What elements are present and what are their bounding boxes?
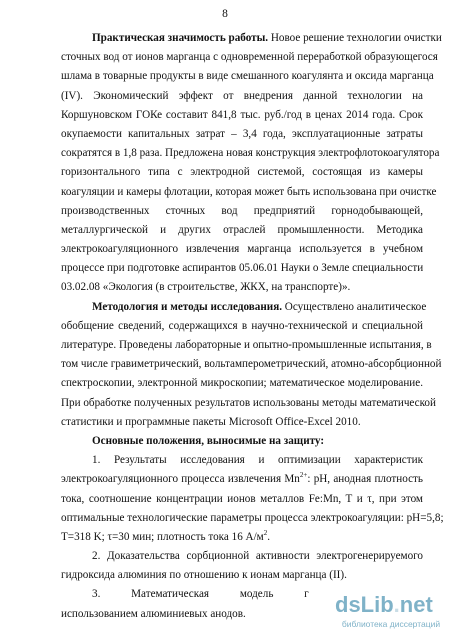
watermark-logo: dsLib.net [335, 592, 433, 617]
list-item-line: использованием алюминиевых анодов. [61, 607, 246, 620]
paragraph-line: Методология и методы исследования. Осуществлено аналитическое [92, 300, 427, 313]
paragraph-line: окупаемости капитальных затрат – 3,4 года, эксплуатационные затраты [61, 127, 423, 140]
paragraph-line: том числе гравиметрический, вольтамперометрический, атомно-абсорбционной [61, 358, 442, 371]
section-heading: Основные положения, выносимые на защиту: [92, 434, 325, 447]
paragraph-line: спектроскопии, электронной микроскопии; математическое моделирование. [61, 377, 423, 390]
paragraph-line: процессе при подготовке аспирантов 05.06.01 Науки о Земле специальности [61, 262, 424, 275]
list-item-line: электрокоагуляционного процесса извлечения $Mn^{2+}$: pH, анодная плотность [61, 471, 423, 486]
paragraph-line: 03.02.08 «Экология (в строительстве, ЖКХ, на транспорте)». [61, 281, 351, 294]
paragraph-line: При обработке полученных результатов использованы методы математической [61, 396, 436, 409]
list-item-line: 3. Математическая модель г [92, 588, 309, 601]
paragraph-line: металлургической и других отраслей промышленности. Методика [61, 223, 423, 236]
paragraph-line: горизонтального типа с электродной системой, состоящая из камеры [61, 166, 423, 179]
paragraph-line: шлама в товарные продукты в виде смешанного коагулянта и оксида марганца [61, 70, 434, 83]
paragraph-line: статистики и программные пакеты Microsoft Office-Excel 2010. [61, 415, 361, 428]
paragraph-line: коагуляции и камеры флотации, которая может быть использована при очистке [61, 185, 437, 198]
paragraph-heading: Практическая значимость работы. [92, 32, 269, 44]
watermark-subtitle: библиотека диссертаций [341, 619, 441, 629]
list-item-line: тока, соотношение концентрации ионов металлов Fe:Mn, T и τ, при этом [61, 492, 423, 505]
paragraph-line: (IV). Экономический эффект от внедрения данной технологии на [61, 89, 423, 102]
paragraph-line: обобщение сведений, содержащихся в научно-технической и специальной [61, 319, 423, 332]
paragraph-line: Коршуновском ГОКе составит 841,8 тыс. руб./год в ценах 2014 года. Срок [61, 108, 423, 121]
paragraph-line: электрокоагуляционного извлечения марганца используется в учебном [61, 243, 423, 256]
paragraph-line: производственных сточных вод предприятий горнодобывающей, [61, 204, 423, 217]
page-number: 8 [222, 8, 228, 20]
list-item-line: оптимальные технологические параметры процесса электрокоагуляции: pH=5,8; [61, 511, 444, 524]
paragraph-line: сточных вод от ионов марганца с одновременной переработкой образующегося [61, 51, 438, 64]
paragraph-line: Практическая значимость работы. Новое решение технологии очистки [92, 32, 442, 44]
list-item-line: 2. Доказательства сорбционной активности электрогенерируемого [92, 550, 423, 563]
site-watermark [332, 586, 450, 637]
paragraph-line: литературе. Проведены лабораторные и опытно-промышленные испытания, в [61, 339, 432, 351]
list-item-line: 1. Результаты исследования и оптимизации характеристик [92, 454, 423, 467]
paragraph-heading: Методология и методы исследования. [92, 300, 283, 313]
list-item-line: гидроксида алюминия по отношению к ионам марганца (II). [61, 569, 347, 582]
paragraph-line: сократятся в 1,8 раза. Предложена новая конструкция электрофлотокоагулятора [61, 147, 440, 160]
list-item-line: T=318 K; τ=30 мин; плотность тока 16 $А/м^2$. [61, 528, 271, 543]
